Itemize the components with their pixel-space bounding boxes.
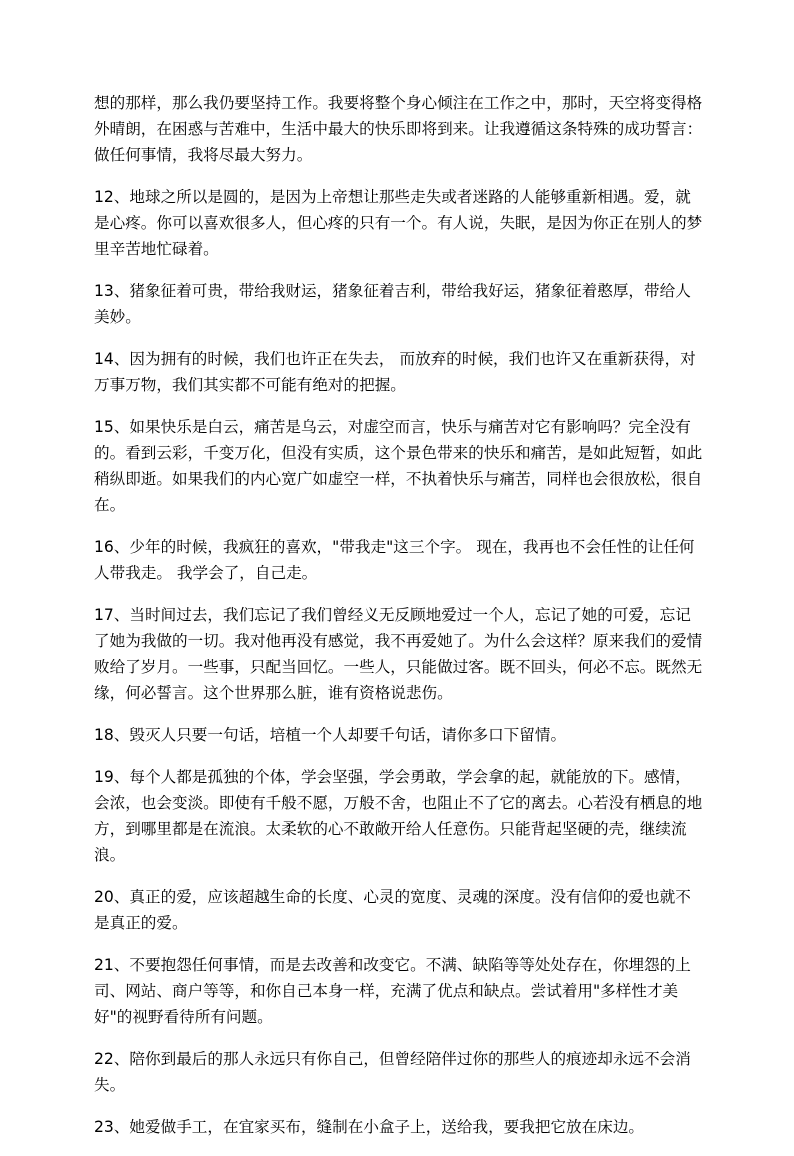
- paragraph-23: 23、她爱做手工，在宜家买布，缝制在小盒子上，送给我，要我把它放在床边。: [94, 1118, 645, 1136]
- paragraph-17: 17、当时间过去，我们忘记了我们曾经义无反顾地爱过一个人，忘记了她的可爱，忘记了她为我做的一切。我对他再没有感觉，我不再爱她了。为什么会这样？原来我们的爱情败给了岁月。一些事，只配当回忆。一些人，只能做过客。既不回头，何必不忘。既然无缘，何必誓言。这个世界那么脏，谁有资格说悲伤。: [94, 606, 703, 702]
- paragraph-21: 21、不要抱怨任何事情，而是去改善和改变它。不满、缺陷等等处处存在，你埋怨的上司、网站、商户等等，和你自己本身一样，充满了优点和缺点。尝试着用"多样性才美好"的视野看待所有问题。: [94, 956, 691, 1026]
- paragraph-13: 13、猪象征着可贵，带给我财运，猪象征着吉利，带给我好运，猪象征着憨厚，带给人美妙。: [94, 282, 691, 326]
- paragraph-continuation: 想的那样，那么我仍要坚持工作。我要将整个身心倾注在工作之中，那时，天空将变得格外晴朗，在困惑与苦难中，生活中最大的快乐即将到来。让我遵循这条特殊的成功誓言：做任何事情，我将尽最大努力。: [94, 94, 703, 164]
- paragraph-22: 22、陪你到最后的那人永远只有你自己，但曾经陪伴过你的那些人的痕迹却永远不会消失。: [94, 1050, 691, 1094]
- paragraph-20: 20、真正的爱，应该超越生命的长度、心灵的宽度、灵魂的深度。没有信仰的爱也就不是真正的爱。: [94, 888, 691, 932]
- paragraph-18: 18、毁灭人只要一句话，培植一个人却要千句话，请你多口下留情。: [94, 726, 567, 744]
- paragraph-16: 16、少年的时候，我疯狂的喜欢，"带我走"这三个字。 现在，我再也不会任性的让任何人带我走。 我学会了，自己走。: [94, 538, 695, 582]
- paragraph-12: 12、地球之所以是圆的，是因为上帝想让那些走失或者迷路的人能够重新相遇。爱，就是心疼。你可以喜欢很多人，但心疼的只有一个。有人说，失眠，是因为你正在别人的梦里辛苦地忙碌着。: [94, 188, 703, 258]
- paragraph-19: 19、每个人都是孤独的个体，学会坚强，学会勇敢，学会拿的起，就能放的下。感情，会浓，也会变淡。即使有千般不愿，万般不舍，也阻止不了它的离去。心若没有栖息的地方，到哪里都是在流浪。太柔软的心不敢敞开给人任意伤。只能背起坚硬的壳，继续流浪。: [94, 768, 703, 864]
- document-page: [94, 90, 704, 1156]
- paragraph-14: 14、因为拥有的时候，我们也许正在失去， 而放弃的时候，我们也许又在重新获得，对万事万物，我们其实都不可能有绝对的把握。: [94, 350, 696, 394]
- paragraph-15: 15、如果快乐是白云，痛苦是乌云，对虚空而言，快乐与痛苦对它有影响吗？完全没有的。看到云彩，千变万化，但没有实质，这个景色带来的快乐和痛苦，是如此短暂，如此稍纵即逝。如果我们的内心宽广如虚空一样，不执着快乐与痛苦，同样也会很放松，很自在。: [94, 418, 703, 514]
